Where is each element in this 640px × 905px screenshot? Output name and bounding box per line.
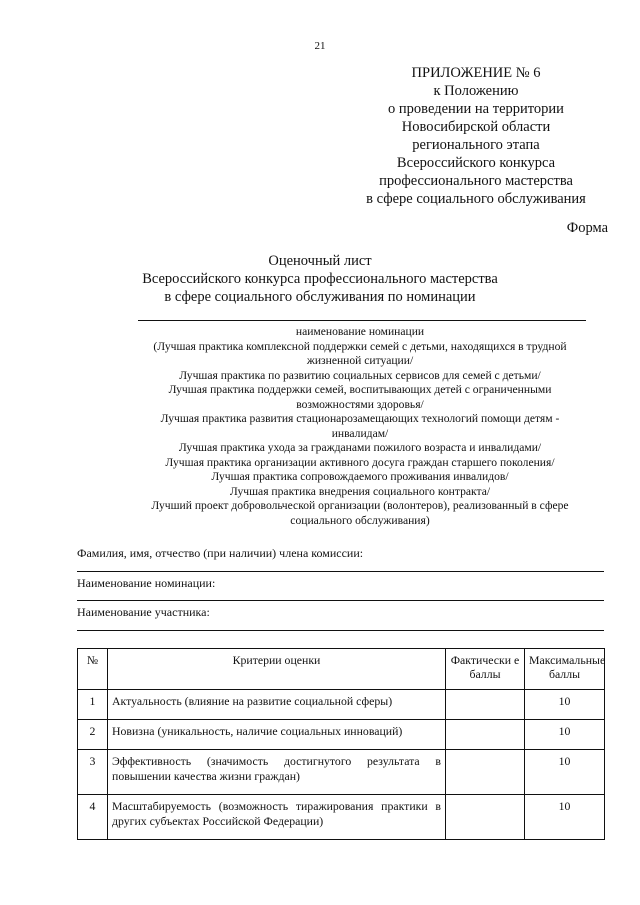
nomination-line: (Лучшая практика комплексной поддержки семей с детьми, находящихся в трудной [153, 339, 567, 353]
member-name-label: Фамилия, имя, отчество (при наличии) члена комиссии: [77, 546, 364, 560]
participant-name-label: Наименование участника: [77, 605, 210, 619]
criterion-text: Масштабируемость (возможность тиражирования практики в других субъектах Российской Федерации) [108, 795, 446, 840]
max-score-cell: 10 [525, 750, 605, 795]
actual-score-cell[interactable] [446, 690, 525, 720]
header-actual-score: Фактически е баллы [446, 649, 525, 690]
nomination-name-field[interactable] [77, 600, 604, 601]
criterion-text: Новизна (уникальность, наличие социальных инноваций) [108, 720, 446, 750]
form-label: Форма [566, 220, 608, 236]
nomination-line: Лучшая практика поддержки семей, воспитывающих детей с ограниченными [168, 383, 552, 396]
appendix-line: Новосибирской области [401, 119, 551, 135]
member-name-field[interactable] [77, 571, 604, 572]
appendix-line: в сфере социального обслуживания [366, 191, 586, 207]
max-score-cell: 10 [525, 720, 605, 750]
appendix-line: регионального этапа [412, 137, 540, 153]
nomination-line: Лучшая практика развития стационарозамещающих технологий помощи детям - [160, 412, 560, 425]
nomination-line: инвалидам/ [331, 426, 389, 440]
title-line: в сфере социального обслуживания по номинации [164, 289, 476, 305]
row-number: 1 [78, 690, 108, 720]
nomination-line: Лучшая практика сопровождаемого проживания инвалидов/ [211, 470, 509, 483]
title-line: Всероссийского конкурса профессионального мастерства [142, 271, 498, 287]
appendix-line: о проведении на территории [388, 101, 564, 117]
appendix-line: ПРИЛОЖЕНИЕ № 6 [411, 65, 541, 81]
nomination-line: Лучшая практика внедрения социального контракта/ [229, 484, 491, 498]
document-title [100, 252, 540, 306]
criterion-text: Эффективность (значимость достигнутого результата в повышении качества жизни граждан) [108, 750, 446, 795]
table-row [78, 750, 605, 795]
nomination-line: Лучший проект добровольческой организации (волонтеров), реализованный в сфере [151, 499, 569, 512]
max-score-cell: 10 [525, 795, 605, 840]
nomination-caption: наименование номинации [295, 325, 425, 338]
row-number: 4 [78, 795, 108, 840]
table-row [78, 795, 605, 840]
appendix-line: профессионального мастерства [379, 173, 573, 189]
actual-score-cell[interactable] [446, 750, 525, 795]
max-score-cell: 10 [525, 690, 605, 720]
row-number: 2 [78, 720, 108, 750]
criteria-table [77, 648, 605, 840]
nomination-line: возможностями здоровья/ [296, 397, 424, 411]
row-number: 3 [78, 750, 108, 795]
header-max-score: Максимальные баллы [525, 649, 605, 690]
header-num: № [78, 649, 108, 690]
nomination-line: Лучшая практика по развитию социальных сервисов для семей с детьми/ [179, 368, 541, 382]
participant-name-field[interactable] [77, 630, 604, 631]
actual-score-cell[interactable] [446, 795, 525, 840]
page-number: 21 [314, 40, 326, 52]
criterion-text: Актуальность (влияние на развитие социальной сферы) [108, 690, 446, 720]
table-row [78, 690, 605, 720]
nomination-line: Лучшая практика организации активного досуга граждан старшего поколения/ [165, 455, 555, 469]
nomination-line: Лучшая практика ухода за гражданами пожилого возраста и инвалидами/ [178, 441, 542, 454]
nomination-name-label: Наименование номинации: [77, 576, 216, 590]
nomination-list [110, 325, 610, 528]
nomination-line: социального обслуживания) [290, 513, 430, 527]
table-row [78, 720, 605, 750]
appendix-line: к Положению [433, 83, 519, 99]
title-line: Оценочный лист [268, 253, 372, 269]
appendix-line: Всероссийского конкурса [396, 155, 556, 171]
header-criteria: Критерии оценки [108, 649, 446, 690]
nomination-line: жизненной ситуации/ [306, 354, 414, 367]
actual-score-cell[interactable] [446, 720, 525, 750]
appendix-header [336, 64, 616, 208]
nomination-fill-line[interactable] [138, 320, 586, 321]
table-header-row [78, 649, 605, 690]
